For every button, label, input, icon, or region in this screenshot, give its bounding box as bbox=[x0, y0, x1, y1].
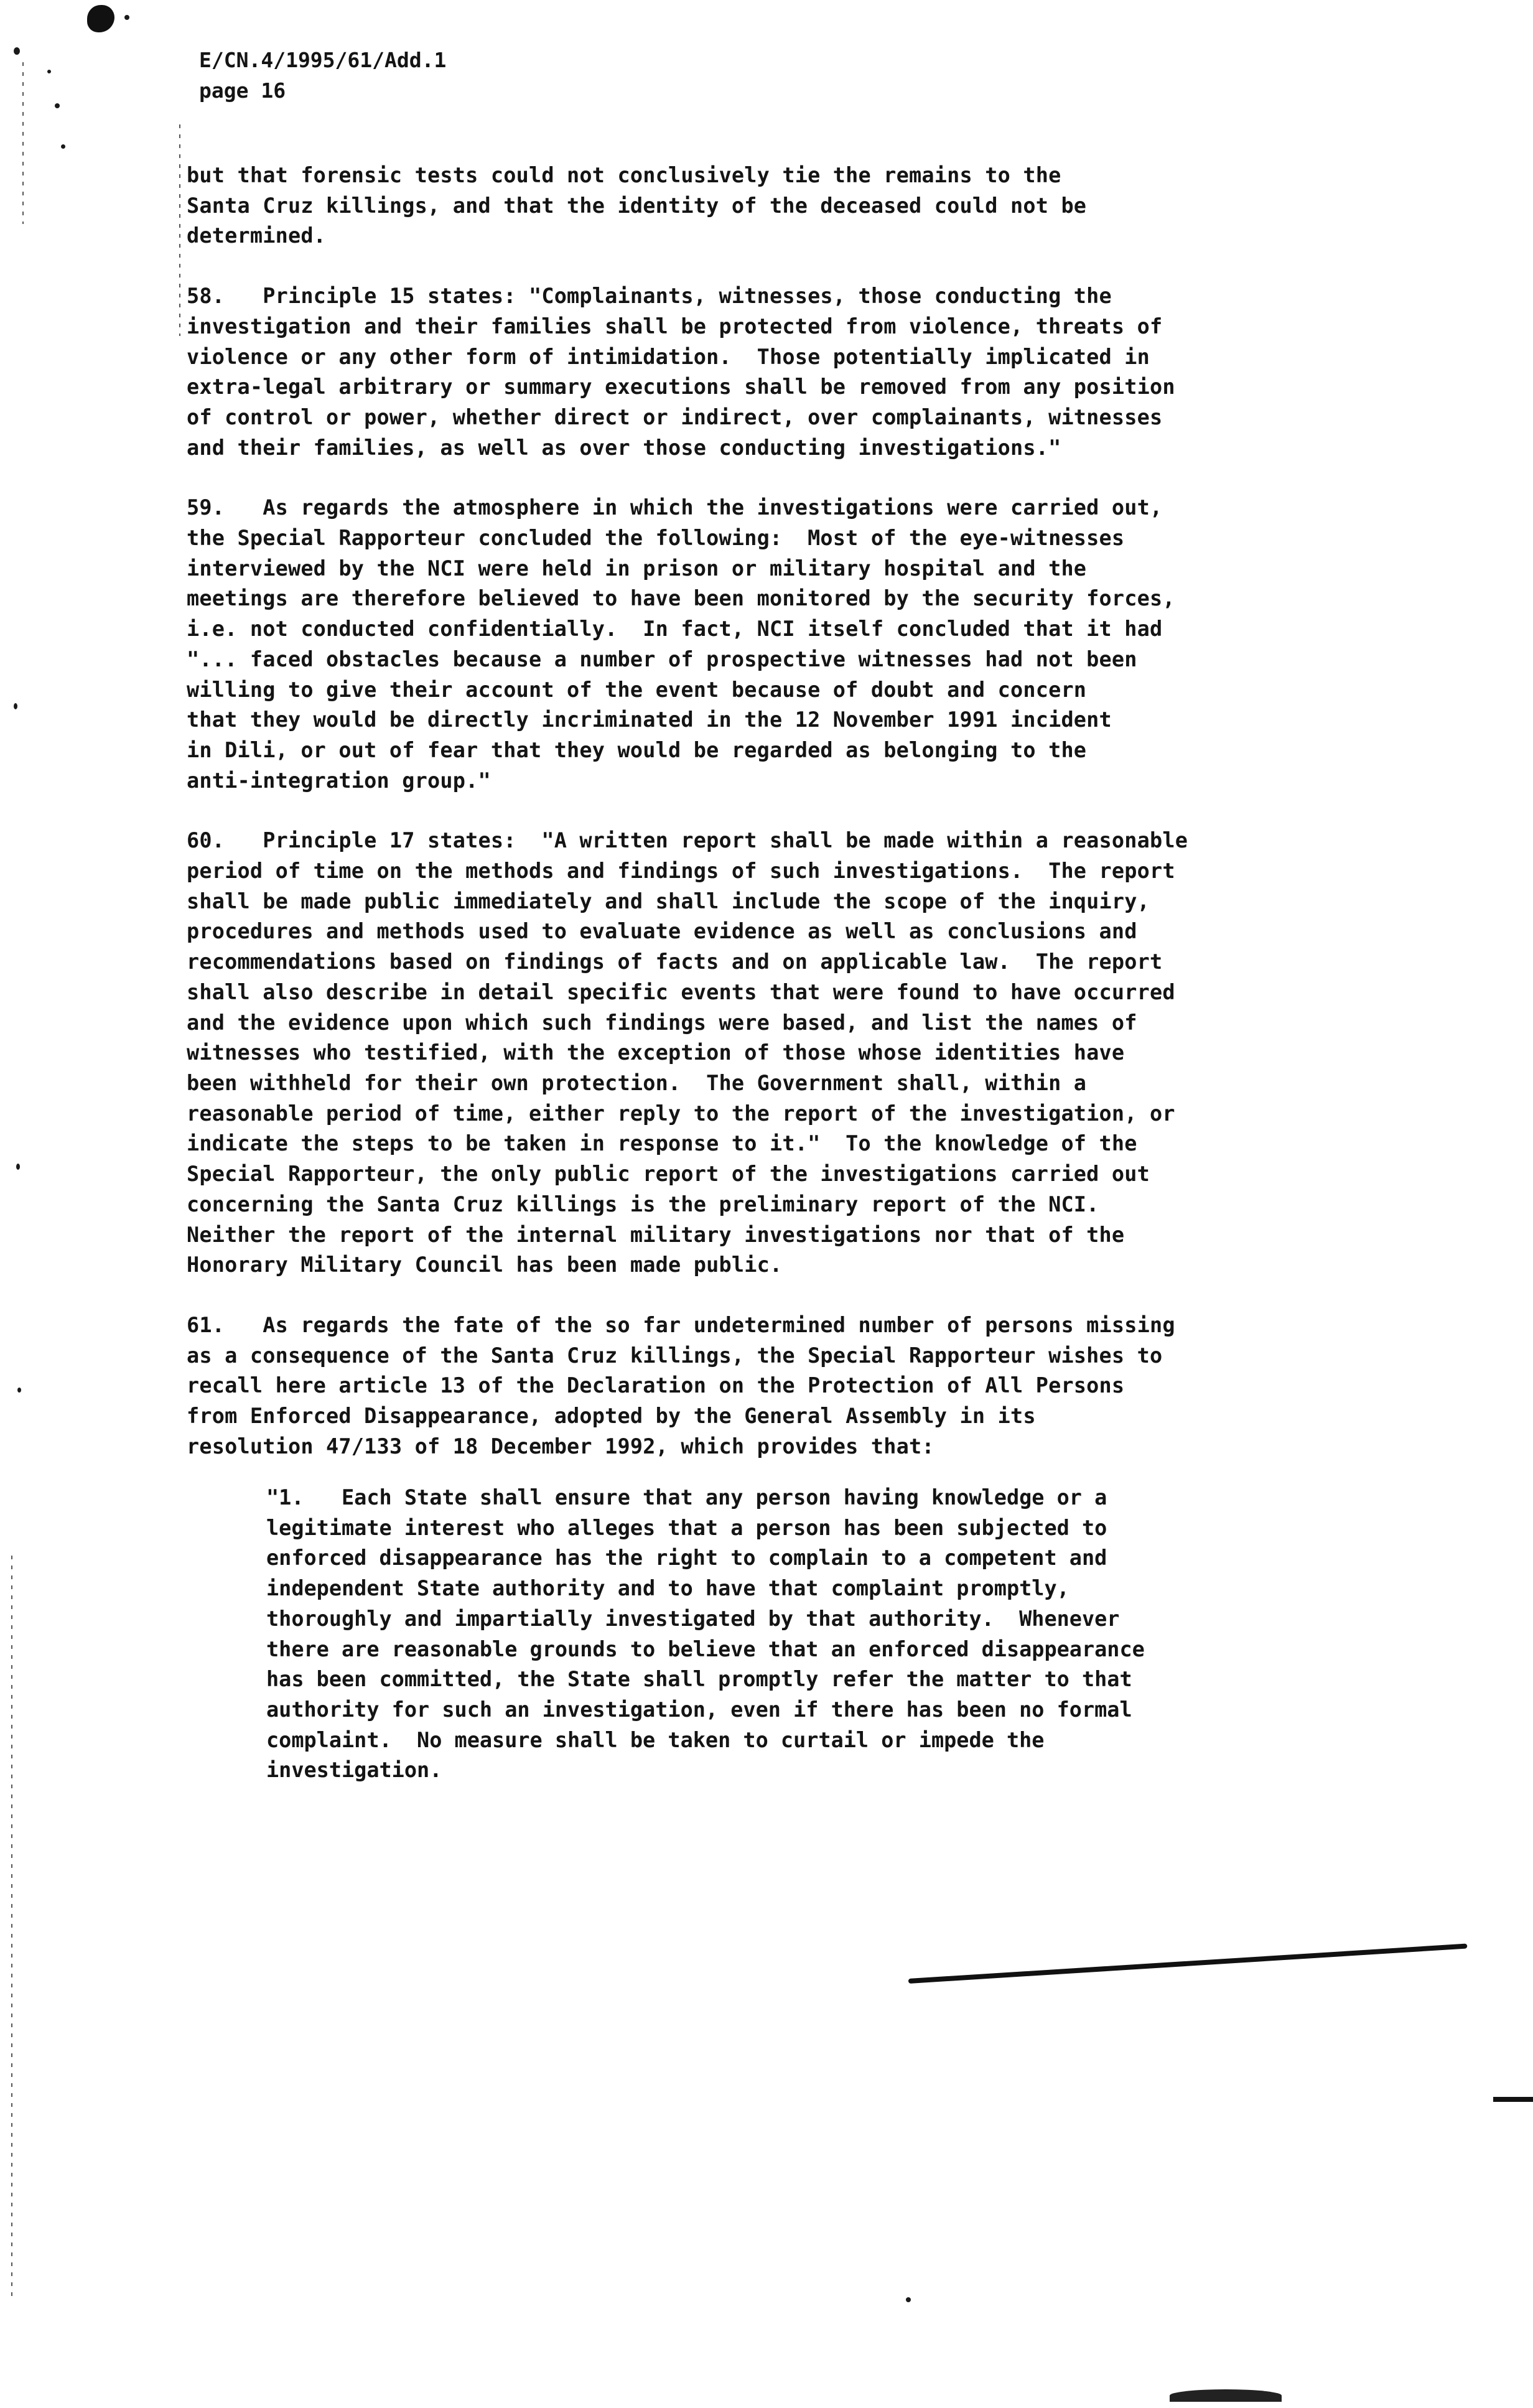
paragraph-58: 58. Principle 15 states: "Complainants, witnesses, those conducting the investigation and their families shall be protected from violence, threats of violence or any other form of intimidation. Those potentially implicated in extra-legal arbitrary or summary executions shall be removed from any position of control or power, whether direct or indirect, over complainants, witnesses and their families, as well as over those conducting investigations." bbox=[187, 284, 1175, 460]
scan-speck bbox=[14, 47, 20, 55]
page-number: page 16 bbox=[199, 78, 286, 103]
paragraph-57-continued: but that forensic tests could not conclusively tie the remains to the Santa Cruz killings, and that the identity of the deceased could not be determined. bbox=[187, 163, 1087, 248]
scan-smudge bbox=[1170, 2389, 1282, 2402]
document-symbol: E/CN.4/1995/61/Add.1 bbox=[199, 48, 447, 72]
paragraph-60: 60. Principle 17 states: "A written report shall be made within a reasonable period of time on the methods and findings of such investigations. The report shall be made public immediately and shall include the scope of the inquiry, procedures and methods used to evaluate evidence as well as conclusions and recommendations based on findings of facts and on applicable law. The report shall also describe in detail specific events that were found to have occurred and the evidence upon which such findings were based, and list the names of witnesses who testified, with the exception of those whose identities have been withheld for their own protection. The Government shall, within a reasonable period of time, either reply to the report of the investigation, or indicate the steps to be taken in response to it." To the knowledge of the Special Rapporteur, the only public report of the investigations carried out concerning the Santa Cruz killings is the preliminary report of the NCI. Neither the report of the internal military investigations nor that of the Honorary Military Council has been made public. bbox=[187, 828, 1188, 1277]
scan-speck bbox=[61, 144, 65, 149]
document-header bbox=[199, 45, 446, 106]
document-body bbox=[187, 161, 1381, 1462]
scan-margin-mark bbox=[179, 124, 180, 336]
scan-speck bbox=[124, 15, 129, 20]
scan-edge-mark bbox=[1493, 2097, 1533, 2102]
scan-speck bbox=[17, 1388, 21, 1393]
paragraph-61: 61. As regards the fate of the so far undetermined number of persons missing as a consequence of the Santa Cruz killings, the Special Rapporteur wishes to recall here article 13 of the Declaration on the Protection of All Persons from Enforced Disappearance, adopted by the General Assembly in its resolution 47/133 of 18 December 1992, which provides that: bbox=[187, 1312, 1175, 1458]
scan-speck bbox=[47, 70, 51, 73]
scan-edge-mark bbox=[22, 62, 24, 224]
scan-speck bbox=[906, 2297, 911, 2302]
scan-speck bbox=[16, 1164, 20, 1170]
scan-speck bbox=[14, 703, 17, 709]
scan-speck bbox=[55, 103, 60, 108]
article-13-quote: "1. Each State shall ensure that any person having knowledge or a legitimate interest who alleges that a person has been subjected to enforced disappearance has the right to complain to a competent and independent State authority and to have that complaint promptly, thoroughly and impartially investigated by that authority. Whenever there are reasonable grounds to believe that an enforced disappearance has been committed, the State shall promptly refer the matter to that authority for such an investigation, even if there has been no formal complaint. No measure shall be taken to curtail or impede the investigation. bbox=[266, 1485, 1145, 1783]
scan-ink-blot bbox=[87, 5, 114, 32]
paragraph-59: 59. As regards the atmosphere in which the investigations were carried out, the Special Rapporteur concluded the following: Most of the eye-witnesses interviewed by the NCI were held in prison or military hospital and the meetings are therefore believed to have been monitored by the security forces, i.e. not conducted confidentially. In fact, NCI itself concluded that it had "... faced obstacles because a number of prospective witnesses had not been willing to give their account of the event because of doubt and concern that they would be directly incriminated in the 12 November 1991 incident in Dili, or out of fear that they would be regarded as belonging to the anti-integration group." bbox=[187, 495, 1175, 793]
scan-edge-mark bbox=[11, 1556, 12, 2302]
handwritten-line bbox=[908, 1943, 1468, 1983]
